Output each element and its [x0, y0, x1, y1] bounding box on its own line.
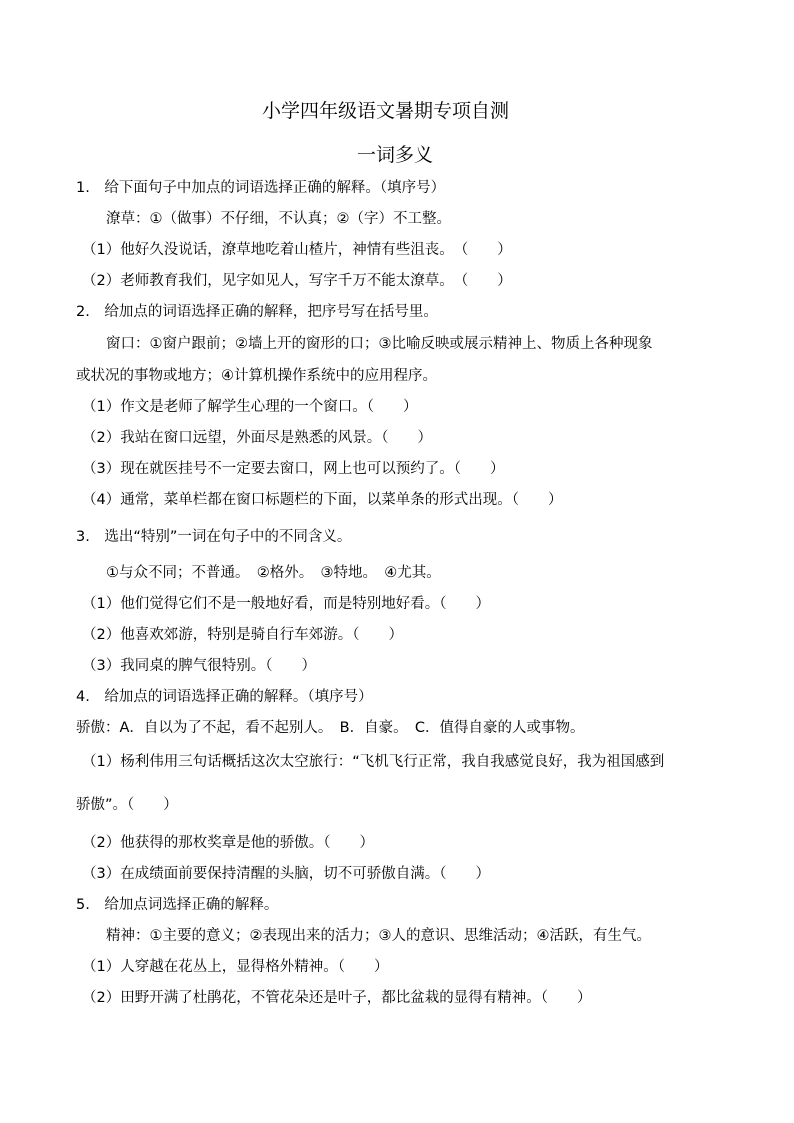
question-3-item-3: （3）我同桌的脾气很特别。（ ） — [82, 658, 316, 674]
question-2-item-1: （1）作文是老师了解学生心理的一个窗口。（ ） — [82, 399, 418, 415]
document-title: 小学四年级语文暑期专项自测 — [262, 100, 510, 122]
question-2-definitions-line-2: 或状况的事物或地方；④计算机操作系统中的应用程序。 — [76, 368, 437, 384]
question-3-definitions: ①与众不同；不普通。 ②格外。 ③特地。 ④尤其。 — [106, 565, 441, 581]
question-4-prompt: 4. 给加点的词语选择正确的解释。（填序号） — [76, 689, 373, 705]
question-3-item-2: （2）他喜欢郊游，特别是骑自行车郊游。（ ） — [82, 627, 403, 643]
question-4-item-1-line-1: （1）杨利伟用三句话概括这次太空旅行：“飞机飞行正常，我自我感觉良好，我为祖国感到 — [82, 754, 665, 770]
question-3-item-1: （1）他们觉得它们不是一般地好看，而是特别地好看。（ ） — [82, 596, 490, 612]
question-2-definitions-line-1: 窗口：①窗户跟前；②墙上开的窗形的口；③比喻反映或展示精神上、物质上各种现象 — [106, 336, 653, 352]
question-4-item-1-line-2: 骄傲”。（ ） — [76, 797, 178, 813]
question-2-item-4: （4）通常，菜单栏都在窗口标题栏的下面，以菜单条的形式出现。（ ） — [82, 492, 563, 508]
document-subtitle: 一词多义 — [357, 144, 434, 166]
question-2-item-2: （2）我站在窗口远望，外面尽是熟悉的风景。（ ） — [82, 430, 432, 446]
question-1-item-1: （1）他好久没说话，潦草地吃着山楂片，神情有些沮丧。 （ ） — [82, 242, 512, 258]
question-2-prompt: 2. 给加点的词语选择正确的解释，把序号写在括号里。 — [76, 304, 438, 320]
question-4-definitions: 骄傲：A．自以为了不起，看不起别人。 B．自豪。 C．值得自豪的人或事物。 — [76, 720, 585, 736]
question-4-item-3: （3）在成绩面前要保持清醒的头脑，切不可骄傲自满。（ ） — [82, 866, 490, 882]
question-3-prompt: 3. 选出“特别”一词在句子中的不同含义。 — [76, 529, 352, 545]
question-1-prompt: 1. 给下面句子中加点的词语选择正确的解释。（填序号） — [76, 180, 446, 196]
question-1-definitions: 潦草：①（做事）不仔细，不认真；②（字）不工整。 — [106, 211, 451, 227]
question-5-prompt: 5. 给加点词选择正确的解释。 — [76, 897, 279, 913]
question-2-item-3: （3）现在就医挂号不一定要去窗口，网上也可以预约了。（ ） — [82, 461, 505, 477]
question-1-item-2: （2）老师教育我们，见字如见人，写字千万不能太潦草。 （ ） — [82, 273, 512, 289]
question-5-definitions: 精神：①主要的意义；②表现出来的活力；③人的意识、思维活动；④活跃，有生气。 — [106, 928, 651, 944]
question-4-item-2: （2）他获得的那枚奖章是他的骄傲。（ ） — [82, 835, 374, 851]
question-5-item-1: （1）人穿越在花丛上，显得格外精神。（ ） — [82, 959, 389, 975]
question-5-item-2: （2）田野开满了杜鹃花，不管花朵还是叶子，都比盆栽的显得有精神。（ ） — [82, 990, 592, 1006]
